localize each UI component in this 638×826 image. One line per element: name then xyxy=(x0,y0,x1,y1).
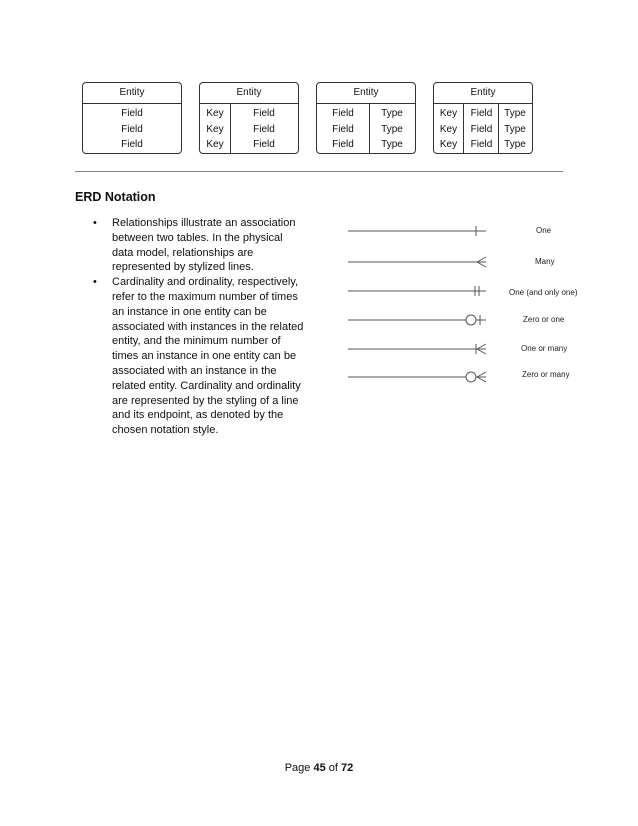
page-footer xyxy=(0,762,638,774)
notation-label-one-and-only-one: One (and only one) xyxy=(509,288,578,297)
field-cell: Field xyxy=(470,139,493,150)
notation-label-one: One xyxy=(536,226,552,235)
type-column xyxy=(369,104,414,153)
field-cell: Field xyxy=(121,123,143,135)
key-cell: Key xyxy=(439,108,458,119)
field-cell: Field xyxy=(121,108,143,119)
field-column xyxy=(317,104,369,153)
footer-of: of xyxy=(328,762,338,774)
footer-prefix: Page xyxy=(284,762,311,774)
horizontal-divider xyxy=(75,171,563,172)
entity-box-4 xyxy=(433,82,533,154)
type-cell: Type xyxy=(504,108,526,119)
zero-or-one-symbol-icon xyxy=(348,315,486,325)
total-page-count: 72 xyxy=(341,762,354,774)
many-symbol-icon xyxy=(348,257,486,267)
type-cell: Type xyxy=(504,139,526,150)
key-column xyxy=(200,104,230,153)
entity-header: Entity xyxy=(434,83,532,104)
entity-header: Entity xyxy=(200,83,298,104)
one-and-only-one-symbol-icon xyxy=(348,286,486,296)
field-cell: Field xyxy=(253,123,275,135)
notation-label-zero-or-many: Zero or many xyxy=(522,370,570,379)
field-column xyxy=(463,104,499,153)
bullet-list xyxy=(93,216,306,438)
type-cell: Type xyxy=(504,123,526,135)
entity-box-1 xyxy=(82,82,182,154)
field-cell: Field xyxy=(121,139,143,150)
key-cell: Key xyxy=(206,108,224,119)
bullet-item xyxy=(93,216,306,275)
field-cell: Field xyxy=(332,123,354,135)
type-cell: Type xyxy=(381,139,403,150)
bullet-text: Cardinality and ordinality, respectively, refer to the maximum number of times an instance in one entity can be associated with instances in the related entity, and the minimum number of times an instance in one entity can be associated with an instance in the related entity. Cardinality and ordinality are represented by the styling of a line and its endpoint, as denoted by the chosen notation style. xyxy=(112,276,304,437)
field-cell: Field xyxy=(253,108,275,119)
key-column xyxy=(434,104,463,153)
one-or-many-symbol-icon xyxy=(348,344,486,354)
type-column xyxy=(498,104,531,153)
one-symbol-icon xyxy=(348,226,486,236)
field-cell: Field xyxy=(332,139,354,150)
notation-label-one-or-many: One or many xyxy=(521,344,568,353)
notation-label-zero-or-one: Zero or one xyxy=(523,315,565,324)
bullet-icon: • xyxy=(93,276,97,289)
bullet-text: Relationships illustrate an association between two tables. In the physical data model, relationships are represented by stylized lines. xyxy=(112,217,296,274)
field-cell: Field xyxy=(470,123,493,135)
key-cell: Key xyxy=(206,139,224,150)
current-page-number: 45 xyxy=(313,762,326,774)
key-cell: Key xyxy=(439,139,458,150)
zero-or-many-symbol-icon xyxy=(348,372,486,382)
field-column xyxy=(83,104,181,153)
field-cell: Field xyxy=(332,108,354,119)
type-cell: Type xyxy=(381,123,403,135)
field-column xyxy=(230,104,297,153)
entity-box-3 xyxy=(316,82,416,154)
notation-label-many: Many xyxy=(535,257,555,266)
type-cell: Type xyxy=(381,108,403,119)
field-cell: Field xyxy=(470,108,493,119)
notation-symbols xyxy=(340,218,610,393)
entity-header: Entity xyxy=(83,83,181,104)
entity-header: Entity xyxy=(317,83,415,104)
erd-notation-legend xyxy=(340,218,610,393)
key-cell: Key xyxy=(206,123,224,135)
bullet-icon: • xyxy=(93,217,97,229)
key-cell: Key xyxy=(439,123,458,135)
section-title: ERD Notation xyxy=(75,190,156,204)
field-cell: Field xyxy=(253,139,275,150)
bullet-item xyxy=(93,275,306,438)
entity-box-2 xyxy=(199,82,299,154)
